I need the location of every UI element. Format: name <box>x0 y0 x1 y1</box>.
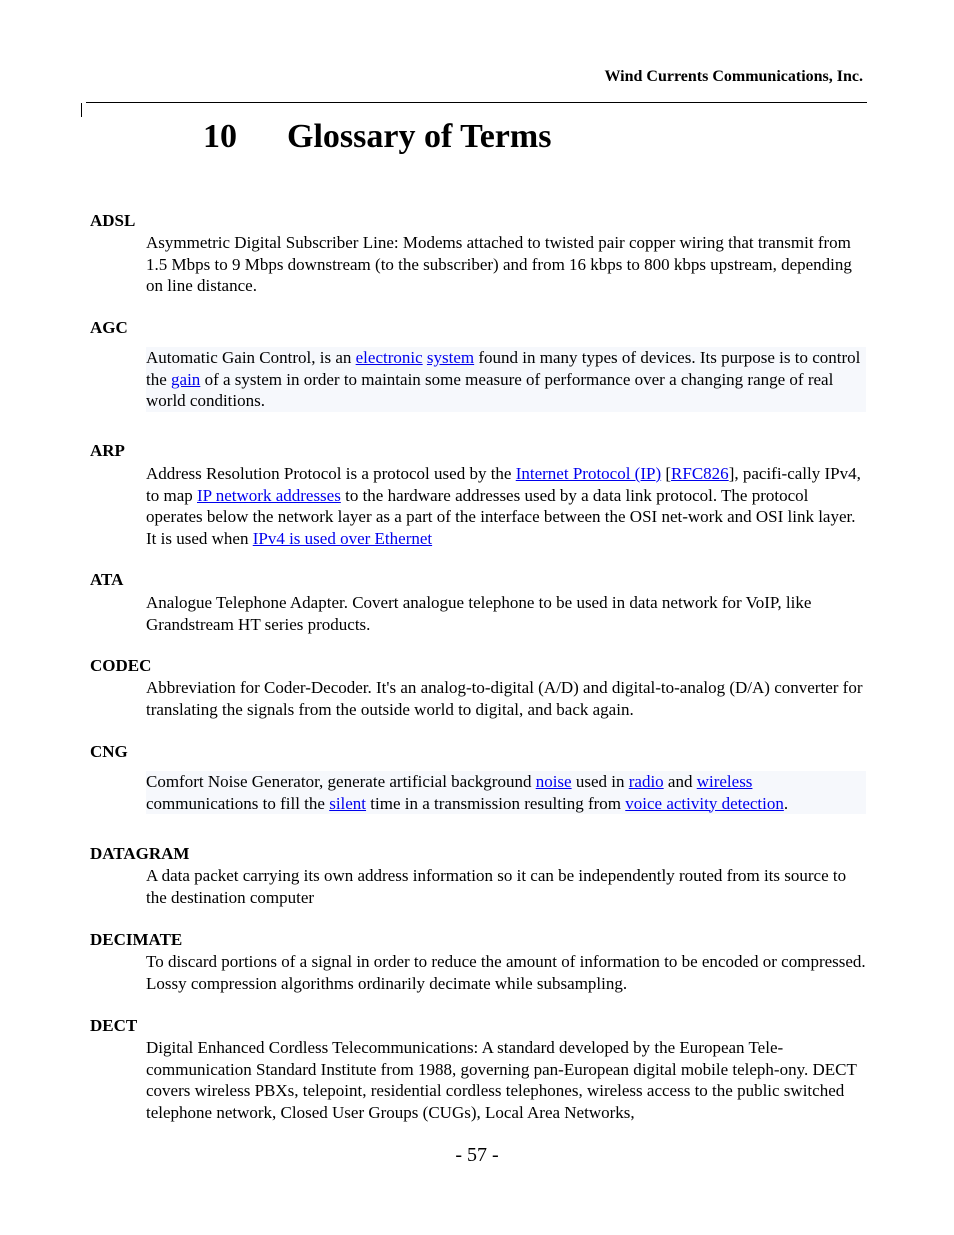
term-cng: CNG <box>90 742 128 761</box>
term-datagram: DATAGRAM <box>90 844 190 863</box>
section-title: Glossary of Terms <box>287 118 552 155</box>
link-radio[interactable]: radio <box>628 772 664 791</box>
link-silent[interactable]: silent <box>329 793 367 813</box>
section-number: 10 <box>203 118 237 155</box>
link-rfc826[interactable]: RFC826 <box>671 464 729 483</box>
definition-arp <box>146 463 866 549</box>
definition-decimate: To discard portions of a signal in order to reduce the amount of information to be encoded or compressed. Lossy compression algorithms ordinarily decimate while subsampling. <box>146 952 866 993</box>
term-ata: ATA <box>90 570 124 589</box>
link-wireless[interactable]: wireless <box>696 772 753 791</box>
company-name: Wind Currents Communications, Inc. <box>604 68 863 85</box>
definition-datagram: A data packet carrying its own address information so it can be independently routed from its source to the destination computer <box>146 866 847 907</box>
text: Address Resolution Protocol is a protocol used by the <box>146 464 516 483</box>
definition-codec: Abbreviation for Coder-Decoder. It's an analog-to-digital (A/D) and digital-to-analog (D/A) converter for translating the signals from the outside world to digital, and back again. <box>146 678 863 719</box>
definition-cng <box>146 771 866 814</box>
definition-adsl: Asymmetric Digital Subscriber Line: Modems attached to twisted pair copper wiring that transmit from 1.5 Mbps to 9 Mbps downstream (to the subscriber) and from 16 kbps to 800 kbps upstream, depending on line distance. <box>146 233 852 296</box>
link-electronic[interactable]: electronic <box>355 348 423 367</box>
text: Automatic Gain Control, is an <box>146 348 356 367</box>
text: found in many types of devices. Its purpose is to control the <box>146 348 861 389</box>
term-agc: AGC <box>90 318 128 337</box>
text: communications to fill the <box>146 793 330 813</box>
page-title <box>203 118 551 156</box>
term-codec: CODEC <box>90 656 152 675</box>
term-adsl: ADSL <box>90 211 136 230</box>
term-dect: DECT <box>90 1016 138 1035</box>
header-tick <box>81 103 82 117</box>
link-voice-activity-detection[interactable]: voice activity detection <box>625 793 784 813</box>
text: used in <box>571 772 629 791</box>
text: of a system in order to maintain some measure of performance over a changing range of real world conditions. <box>146 369 834 411</box>
text: and <box>663 772 697 791</box>
text: time in a transmission resulting from <box>366 793 626 813</box>
text: ], pacifi-cally IPv4, to map <box>146 464 861 505</box>
link-gain[interactable]: gain <box>171 369 201 389</box>
text: [ <box>661 464 672 483</box>
link-noise[interactable]: noise <box>535 772 572 791</box>
term-arp: ARP <box>90 441 125 460</box>
definition-ata: Analogue Telephone Adapter. Covert analogue telephone to be used in data network for VoIP, like Grandstream HT series products. <box>146 593 812 634</box>
definition-dect: Digital Enhanced Cordless Telecommunications: A standard developed by the European Tele-communication Standard Institute from 1988, governing pan-European digital mobile teleph-ony. DECT covers wireless PBXs, telepoint, residential cordless telephones, wireless access to the public switched telephone network, Closed User Groups (CUGs), Local Area Networks, <box>146 1038 857 1122</box>
term-decimate: DECIMATE <box>90 930 183 949</box>
text: Comfort Noise Generator, generate artificial background <box>146 772 536 791</box>
text: . <box>783 793 789 813</box>
header-rule <box>86 102 867 103</box>
text: to the hardware addresses used by a data link protocol. The protocol operates below the network layer as a part of the interface between the OSI net-work and OSI link layer. It is used when <box>146 485 856 548</box>
definition-agc <box>146 347 866 412</box>
link-ipv4-over-ethernet[interactable]: IPv4 is used over Ethernet <box>252 528 433 548</box>
link-system[interactable]: system <box>426 348 475 367</box>
link-ip-network-addresses[interactable]: IP network addresses <box>197 485 341 505</box>
link-internet-protocol[interactable]: Internet Protocol (IP) <box>515 464 662 483</box>
page-number: - 57 - <box>455 1144 499 1166</box>
